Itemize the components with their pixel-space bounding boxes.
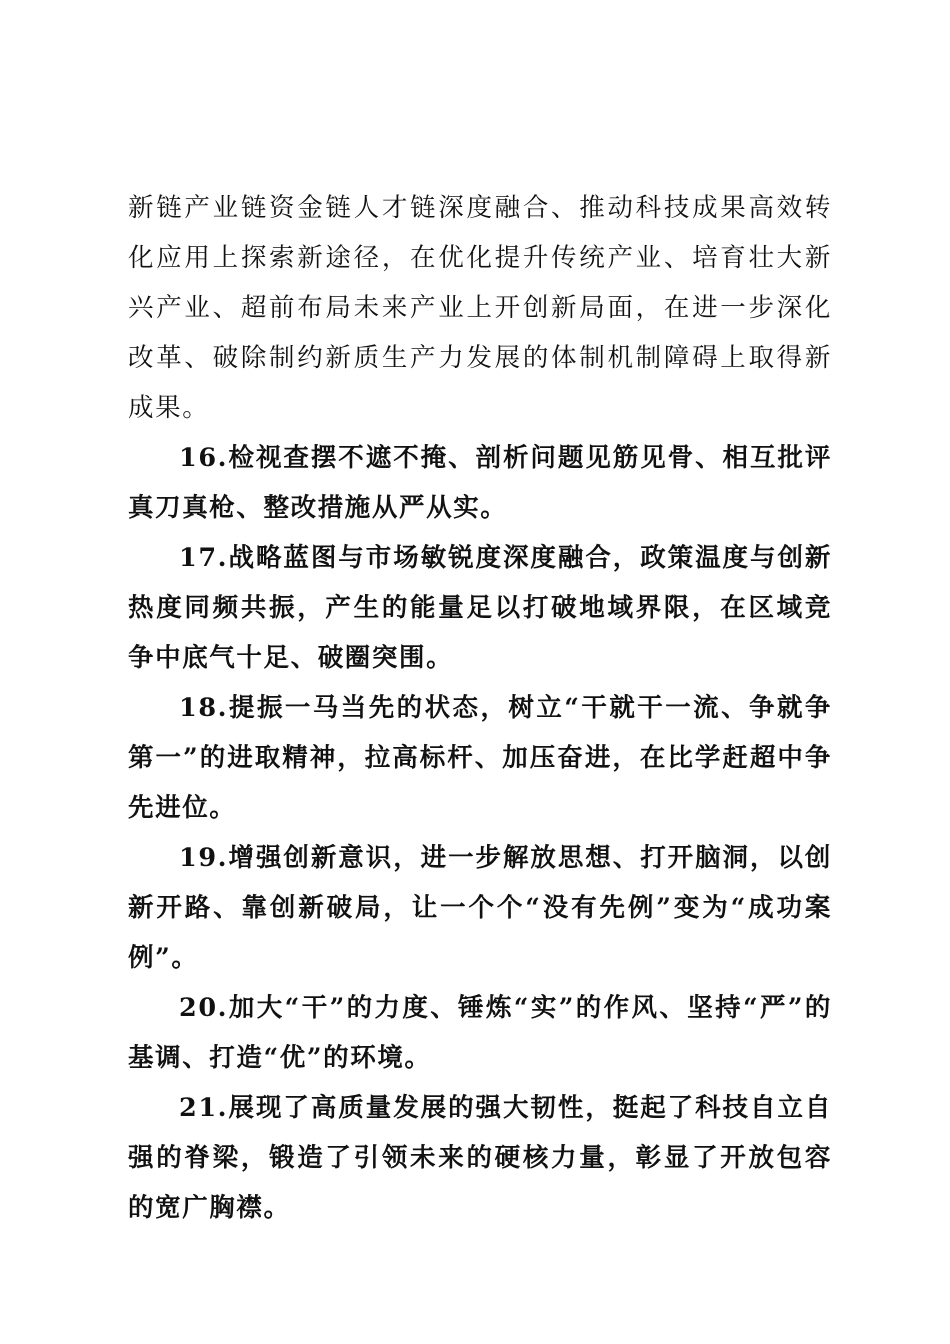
- list-item-18: 18.提振一马当先的状态，树立“干就干一流、争就争第一”的进取精神，拉高标杆、加压奋进，在比学赶超中争先进位。: [128, 693, 832, 823]
- document-body: [128, 183, 832, 1233]
- list-item-20: 20.加大“干”的力度、锤炼“实”的作风、坚持“严”的基调、打造“优”的环境。: [128, 993, 832, 1073]
- list-item-19: 19.增强创新意识，进一步解放思想、打开脑洞，以创新开路、靠创新破局，让一个个“没有先例”变为“成功案例”。: [128, 843, 832, 973]
- continuation-paragraph: 新链产业链资金链人才链深度融合、推动科技成果高效转化应用上探索新途径，在优化提升传统产业、培育壮大新兴产业、超前布局未来产业上开创新局面，在进一步深化改革、破除制约新质生产力发展的体制机制障碍上取得新成果。: [128, 193, 832, 423]
- list-item-21: 21.展现了高质量发展的强大韧性，挺起了科技自立自强的脊梁，锻造了引领未来的硬核力量，彰显了开放包容的宽广胸襟。: [128, 1093, 832, 1223]
- list-item-16: 16.检视查摆不遮不掩、剖析问题见筋见骨、相互批评真刀真枪、整改措施从严从实。: [128, 443, 832, 523]
- list-item-17: 17.战略蓝图与市场敏锐度深度融合，政策温度与创新热度同频共振，产生的能量足以打破地域界限，在区域竞争中底气十足、破圈突围。: [128, 543, 832, 673]
